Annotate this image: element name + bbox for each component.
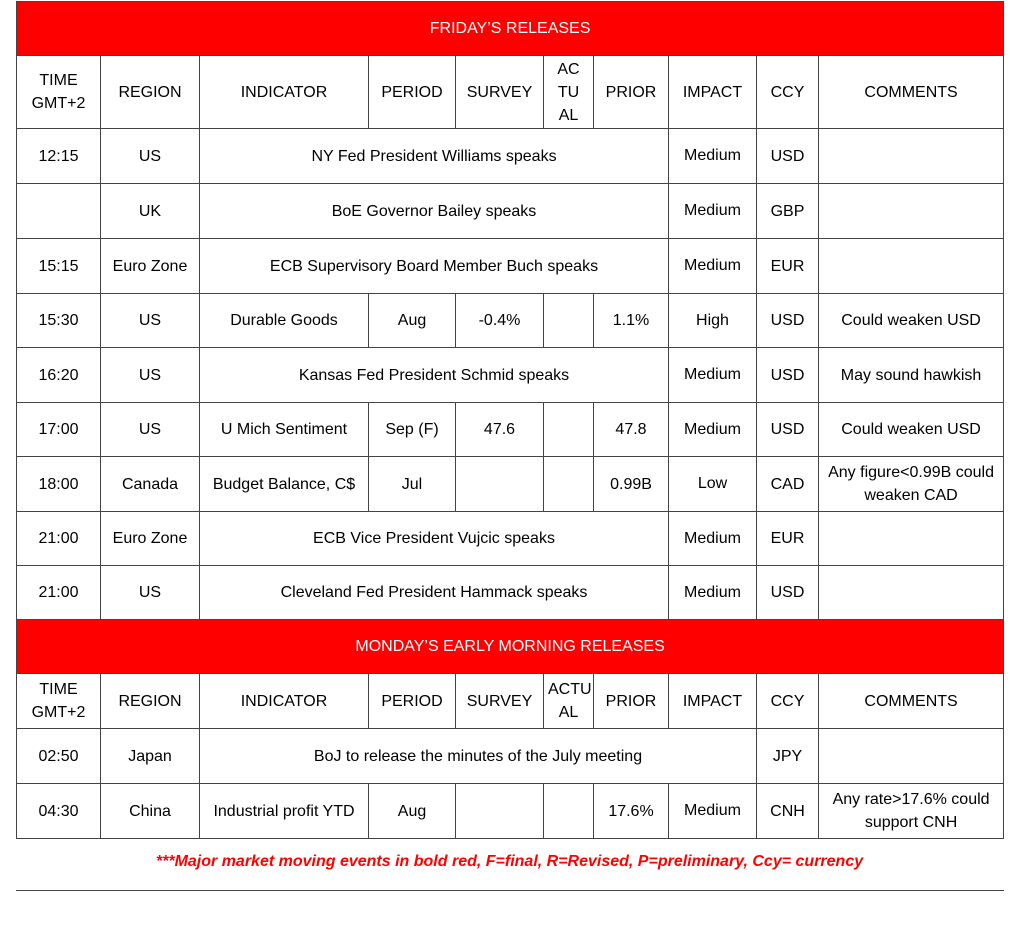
footnote: ***Major market moving events in bold red, F=final, R=Revised, P=preliminary, Ccy= currency xyxy=(155,853,864,870)
column-header: REGION xyxy=(101,56,200,129)
survey-cell: -0.4% xyxy=(456,294,544,348)
region-cell: Canada xyxy=(101,457,200,512)
ccy-cell: JPY xyxy=(757,729,819,784)
comments-cell: Any rate>17.6% could support CNH xyxy=(819,784,1004,839)
indicator-cell: Budget Balance, C$ xyxy=(200,457,369,512)
time-cell: 18:00 xyxy=(17,457,101,512)
time-cell: 21:00 xyxy=(17,512,101,566)
table-row xyxy=(17,239,1004,294)
mondays-releases-table xyxy=(16,619,1004,839)
column-header: SURVEY xyxy=(456,674,544,729)
ccy-cell: USD xyxy=(757,403,819,457)
time-cell: 17:00 xyxy=(17,403,101,457)
period-cell: Aug xyxy=(369,784,456,839)
comments-cell: Could weaken USD xyxy=(819,294,1004,348)
table-row xyxy=(17,348,1004,403)
column-header: PRIOR xyxy=(594,674,669,729)
time-cell: 12:15 xyxy=(17,129,101,184)
comments-cell: Any figure<0.99B could weaken CAD xyxy=(819,457,1004,512)
column-header: COMMENTS xyxy=(819,56,1004,129)
ccy-cell: USD xyxy=(757,348,819,403)
region-cell: Euro Zone xyxy=(101,239,200,294)
event-cell: Kansas Fed President Schmid speaks xyxy=(200,348,669,403)
comments-cell: May sound hawkish xyxy=(819,348,1004,403)
table-row xyxy=(17,403,1004,457)
column-header: CCY xyxy=(757,674,819,729)
prior-cell: 17.6% xyxy=(594,784,669,839)
column-header: INDICATOR xyxy=(200,56,369,129)
comments-cell xyxy=(819,729,1004,784)
indicator-cell: Durable Goods xyxy=(200,294,369,348)
column-header: AC TU AL xyxy=(544,56,594,129)
time-cell: 15:15 xyxy=(17,239,101,294)
impact-cell: Medium xyxy=(669,403,757,457)
column-header: COMMENTS xyxy=(819,674,1004,729)
prior-cell: 47.8 xyxy=(594,403,669,457)
actual-cell xyxy=(544,457,594,512)
comments-cell xyxy=(819,184,1004,239)
prior-cell: 1.1% xyxy=(594,294,669,348)
event-cell: BoJ to release the minutes of the July meeting xyxy=(200,729,757,784)
region-cell: China xyxy=(101,784,200,839)
impact-cell: Medium xyxy=(669,784,757,839)
time-cell xyxy=(17,184,101,239)
time-cell: 21:00 xyxy=(17,566,101,620)
time-cell: 15:30 xyxy=(17,294,101,348)
region-cell: UK xyxy=(101,184,200,239)
mondays-releases-title: MONDAY’S EARLY MORNING RELEASES xyxy=(17,620,1004,674)
period-cell: Aug xyxy=(369,294,456,348)
indicator-cell: U Mich Sentiment xyxy=(200,403,369,457)
column-header: IMPACT xyxy=(669,56,757,129)
comments-cell: Could weaken USD xyxy=(819,403,1004,457)
table-row xyxy=(17,729,1004,784)
survey-cell: 47.6 xyxy=(456,403,544,457)
impact-cell: Medium xyxy=(669,184,757,239)
comments-cell xyxy=(819,566,1004,620)
impact-cell: Low xyxy=(669,457,757,512)
impact-cell: Medium xyxy=(669,512,757,566)
impact-cell: Medium xyxy=(669,566,757,620)
event-cell: ECB Supervisory Board Member Buch speaks xyxy=(200,239,669,294)
ccy-cell: USD xyxy=(757,129,819,184)
time-cell: 16:20 xyxy=(17,348,101,403)
table-row xyxy=(17,457,1004,512)
region-cell: US xyxy=(101,566,200,620)
column-header: SURVEY xyxy=(456,56,544,129)
table-row xyxy=(17,784,1004,839)
ccy-cell: GBP xyxy=(757,184,819,239)
actual-cell xyxy=(544,784,594,839)
comments-cell xyxy=(819,239,1004,294)
column-header: PERIOD xyxy=(369,56,456,129)
region-cell: Euro Zone xyxy=(101,512,200,566)
ccy-cell: USD xyxy=(757,294,819,348)
column-header: PRIOR xyxy=(594,56,669,129)
period-cell: Jul xyxy=(369,457,456,512)
actual-cell xyxy=(544,294,594,348)
period-cell: Sep (F) xyxy=(369,403,456,457)
column-header: PERIOD xyxy=(369,674,456,729)
ccy-cell: EUR xyxy=(757,239,819,294)
survey-cell xyxy=(456,457,544,512)
ccy-cell: USD xyxy=(757,566,819,620)
comments-cell xyxy=(819,129,1004,184)
event-cell: Cleveland Fed President Hammack speaks xyxy=(200,566,669,620)
table-row xyxy=(17,512,1004,566)
ccy-cell: EUR xyxy=(757,512,819,566)
event-cell: NY Fed President Williams speaks xyxy=(200,129,669,184)
column-header: IMPACT xyxy=(669,674,757,729)
ccy-cell: CNH xyxy=(757,784,819,839)
region-cell: US xyxy=(101,294,200,348)
comments-cell xyxy=(819,512,1004,566)
actual-cell xyxy=(544,403,594,457)
table-row xyxy=(17,184,1004,239)
fridays-releases-table xyxy=(16,1,1004,620)
fridays-releases-title: FRIDAY’S RELEASES xyxy=(17,2,1004,56)
column-header: TIME GMT+2 xyxy=(17,56,101,129)
table-row xyxy=(17,129,1004,184)
time-cell: 02:50 xyxy=(17,729,101,784)
indicator-cell: Industrial profit YTD xyxy=(200,784,369,839)
column-header: INDICATOR xyxy=(200,674,369,729)
event-cell: BoE Governor Bailey speaks xyxy=(200,184,669,239)
region-cell: Japan xyxy=(101,729,200,784)
table-row xyxy=(17,294,1004,348)
event-cell: ECB Vice President Vujcic speaks xyxy=(200,512,669,566)
survey-cell xyxy=(456,784,544,839)
impact-cell: Medium xyxy=(669,129,757,184)
ccy-cell: CAD xyxy=(757,457,819,512)
region-cell: US xyxy=(101,129,200,184)
prior-cell: 0.99B xyxy=(594,457,669,512)
region-cell: US xyxy=(101,348,200,403)
bottom-divider xyxy=(16,890,1004,891)
impact-cell: Medium xyxy=(669,348,757,403)
column-header: ACTU AL xyxy=(544,674,594,729)
impact-cell: Medium xyxy=(669,239,757,294)
table-row xyxy=(17,566,1004,620)
region-cell: US xyxy=(101,403,200,457)
impact-cell: High xyxy=(669,294,757,348)
time-cell: 04:30 xyxy=(17,784,101,839)
column-header: REGION xyxy=(101,674,200,729)
column-header: TIME GMT+2 xyxy=(17,674,101,729)
column-header: CCY xyxy=(757,56,819,129)
